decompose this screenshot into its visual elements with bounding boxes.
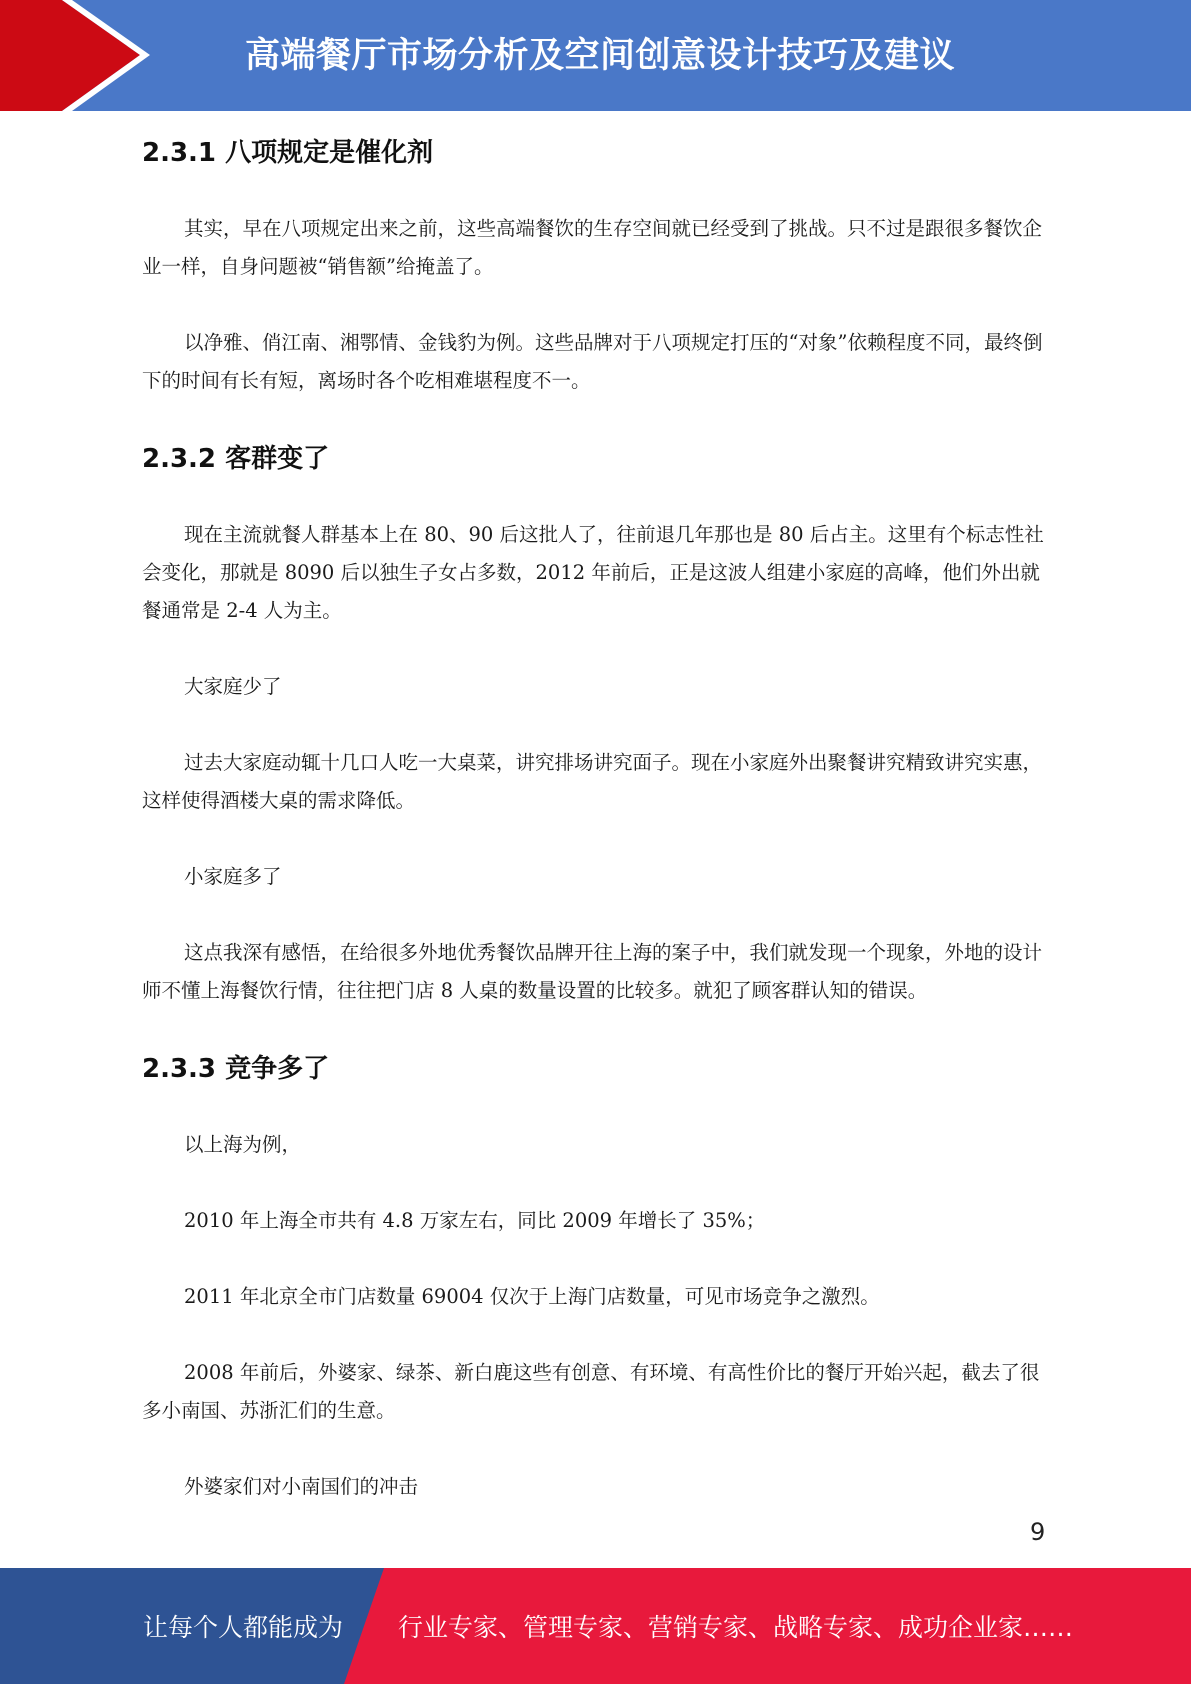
paragraph: 以净雅、俏江南、湘鄂情、金钱豹为例。这些品牌对于八项规定打压的“对象”依赖程度不同，最终倒下的时间有长有短，离场时各个吃相难堪程度不一。 (142, 331, 1043, 392)
page-number: 9 (1030, 1518, 1046, 1546)
section-heading: 2.3.2 客群变了 (142, 444, 330, 474)
section-heading: 2.3.3 竞争多了 (142, 1054, 330, 1084)
paragraph: 2011 年北京全市门店数量 69004 仅次于上海门店数量，可见市场竞争之激烈。 (184, 1285, 880, 1308)
footer-slogan-right: 行业专家、管理专家、营销专家、战略专家、成功企业家…… (398, 1613, 1074, 1642)
page-footer (0, 1568, 1191, 1684)
footer-slogan-left: 让每个人都能成为 (143, 1613, 344, 1642)
paragraph: 大家庭少了 (184, 675, 282, 698)
paragraph: 这点我深有感悟，在给很多外地优秀餐饮品牌开往上海的案子中，我们就发现一个现象，外地的设计师不懂上海餐饮行情，往往把门店 8 人桌的数量设置的比较多。就犯了顾客群认知的错误。 (142, 941, 1043, 1002)
paragraph: 2008 年前后，外婆家、绿茶、新白鹿这些有创意、有环境、有高性价比的餐厅开始兴起，截去了很多小南国、苏浙汇们的生意。 (142, 1361, 1040, 1422)
paragraph: 外婆家们对小南国们的冲击 (184, 1475, 419, 1498)
page-header (0, 0, 1191, 111)
paragraph: 小家庭多了 (184, 865, 282, 888)
paragraph: 过去大家庭动辄十几口人吃一大桌菜，讲究排场讲究面子。现在小家庭外出聚餐讲究精致讲究实惠，这样使得酒楼大桌的需求降低。 (142, 751, 1043, 812)
paragraph: 2010 年上海全市共有 4.8 万家左右，同比 2009 年增长了 35%； (184, 1209, 766, 1232)
paragraph: 其实，早在八项规定出来之前，这些高端餐饮的生存空间就已经受到了挑战。只不过是跟很多餐饮企业一样，自身问题被“销售额”给掩盖了。 (142, 217, 1043, 278)
paragraph: 现在主流就餐人群基本上在 80、90 后这批人了，往前退几年那也是 80 后占主。这里有个标志性社会变化，那就是 8090 后以独生子女占多数，2012 年前后，正是这波人组建小家庭的高峰，他们外出就餐通常是 2-4 人为主。 (142, 523, 1044, 622)
paragraph: 以上海为例， (184, 1133, 302, 1156)
document-title: 高端餐厅市场分析及空间创意设计技巧及建议 (245, 36, 956, 76)
section-heading: 2.3.1 八项规定是催化剂 (142, 138, 434, 168)
